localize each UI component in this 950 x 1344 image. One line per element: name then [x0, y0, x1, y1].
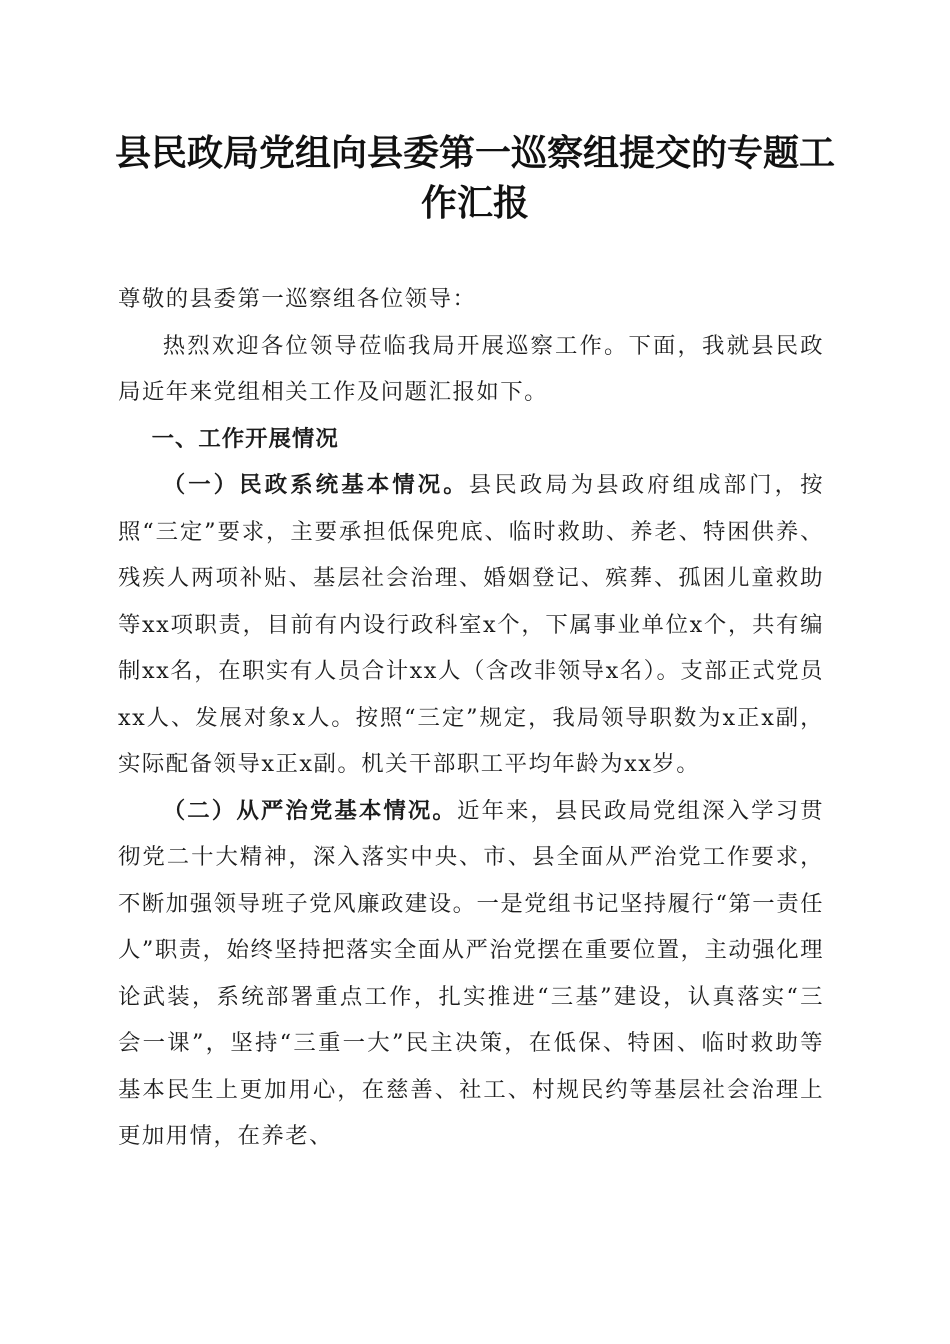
paragraph-text: 近年来，县民政局党组深入学习贯彻党二十大精神，深入落实中央、市、县全面从严治党工作要求，不断加强领导班子党风廉政建设。一是党组书记坚持履行“第一责任人”职责，始终坚持把落实全面从严治党摆在重要位置，主动强化理论武装，系统部署重点工作，扎实推进“三基”建设，认真落实“三会一课”，坚持“三重一大”民主决策，在低保、特困、临时救助等基本民生上更加用心，在慈善、社工、村规民约等基层社会治理上更加用情，在养老、: [118, 797, 825, 1149]
paragraph-basic-info: [118, 462, 824, 788]
salutation: 尊敬的县委第一巡察组各位领导：: [118, 286, 477, 312]
intro-paragraph: 热烈欢迎各位领导莅临我局开展巡察工作。下面，我就县民政局近年来党组相关工作及问题汇报如下。: [118, 332, 824, 405]
paragraph-party-governance: [118, 788, 824, 1160]
section-heading: 一、工作开展情况: [151, 425, 339, 452]
document-body: [118, 276, 824, 1160]
paragraph-text: 县民政局为县政府组成部门，按照“三定”要求，主要承担低保兜底、临时救助、养老、特困供养、残疾人两项补贴、基层社会治理、婚姻登记、殡葬、孤困儿童救助等xx项职责，目前有内设行政科室x个，下属事业单位x个，共有编制xx名，在职实有人员合计xx人（含改非领导x名）。支部正式党员xx人、发展对象x人。按照“三定”规定，我局领导职数为x正x副，实际配备领导x正x副。机关干部职工平均年龄为xx岁。: [118, 472, 825, 777]
paragraph-lead: （一）民政系统基本情况。: [162, 472, 469, 498]
document-title: 县民政局党组向县委第一巡察组提交的专题工作汇报: [114, 132, 835, 224]
paragraph-lead: （二）从严治党基本情况。: [162, 797, 457, 824]
